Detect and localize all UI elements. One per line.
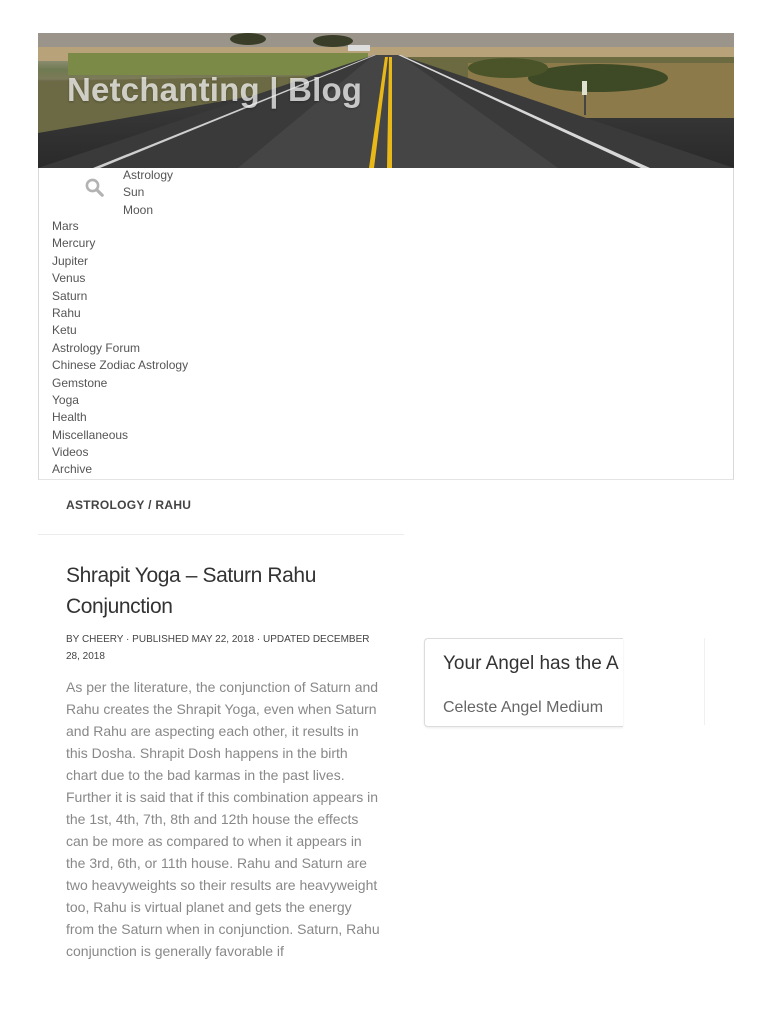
nav-item-chinese-zodiac-astrology[interactable]: Chinese Zodiac Astrology bbox=[52, 358, 189, 373]
search-icon bbox=[85, 178, 105, 198]
nav-item-health[interactable]: Health bbox=[52, 410, 87, 425]
ad-subtitle[interactable]: Celeste Angel Medium bbox=[443, 699, 604, 716]
nav-item-mercury[interactable]: Mercury bbox=[52, 236, 96, 251]
breadcrumb-separator: / bbox=[144, 498, 156, 512]
meta-updated-date: DECEMBER 28, 2018 bbox=[66, 634, 370, 662]
nav-item-saturn[interactable]: Saturn bbox=[52, 288, 88, 303]
nav-item-gemstone[interactable]: Gemstone bbox=[52, 375, 108, 390]
nav-item-miscellaneous[interactable]: Miscellaneous bbox=[52, 427, 129, 442]
meta-published-label: PUBLISHED bbox=[132, 634, 189, 645]
meta-separator: · bbox=[254, 634, 263, 645]
nav-item-ketu[interactable]: Ketu bbox=[52, 323, 77, 338]
nav-item-astrology[interactable]: Astrology bbox=[123, 168, 174, 182]
meta-published-date: MAY 22, 2018 bbox=[191, 634, 255, 645]
divider bbox=[38, 534, 404, 535]
header-banner bbox=[38, 33, 734, 168]
post-meta bbox=[66, 631, 386, 665]
nav-item-rahu[interactable]: Rahu bbox=[52, 305, 81, 320]
site-title[interactable]: Netchanting | Blog bbox=[67, 71, 363, 108]
nav-item-astrology-forum[interactable]: Astrology Forum bbox=[52, 340, 141, 355]
ad-title[interactable]: Your Angel has the A bbox=[443, 653, 619, 674]
nav-top-list bbox=[123, 167, 173, 219]
nav-item-venus[interactable]: Venus bbox=[52, 271, 86, 286]
meta-separator: · bbox=[123, 634, 133, 645]
nav-item-jupiter[interactable]: Jupiter bbox=[52, 253, 89, 268]
nav-item-yoga[interactable]: Yoga bbox=[52, 392, 79, 407]
breadcrumb-category[interactable]: ASTROLOGY bbox=[66, 498, 145, 512]
meta-by-label: BY bbox=[66, 634, 80, 645]
main-navigation bbox=[38, 168, 734, 480]
nav-item-moon[interactable]: Moon bbox=[123, 202, 154, 217]
post-title: Shrapit Yoga – Saturn Rahu Conjunction bbox=[66, 564, 316, 618]
meta-author[interactable]: CHEERY bbox=[81, 634, 124, 645]
nav-item-mars[interactable]: Mars bbox=[52, 219, 79, 233]
meta-updated-label: UPDATED bbox=[262, 634, 311, 645]
breadcrumb bbox=[66, 498, 191, 512]
post-body: As per the literature, the conjunction of Saturn and Rahu creates the Shrapit Yoga, even when Saturn and Rahu are aspecting each other, it results in this Dosha. Shrapit Dosh happens in the birth chart due to the bad karmas in the past lives. Further it is said that if this combination appears in the 1st, 4th, 7th, 8th and 12th house the effects can be more as compared to when it appears in the 3rd, 6th, or 11th house. Rahu and Saturn are two heavyweights so their results are heavyweight too, Rahu is virtual planet and gets the energy from the Saturn when in conjunction. Saturn, Rahu conjunction is generally favorable if bbox=[66, 679, 380, 959]
sidebar-ad-card[interactable] bbox=[424, 638, 623, 727]
nav-main-list bbox=[52, 218, 188, 479]
search-button[interactable] bbox=[85, 178, 105, 198]
nav-item-videos[interactable]: Videos bbox=[52, 445, 89, 460]
ad-edge bbox=[704, 638, 705, 725]
nav-item-archive[interactable]: Archive bbox=[52, 462, 93, 477]
breadcrumb-subcategory[interactable]: RAHU bbox=[155, 498, 192, 512]
nav-item-sun[interactable]: Sun bbox=[123, 185, 145, 200]
